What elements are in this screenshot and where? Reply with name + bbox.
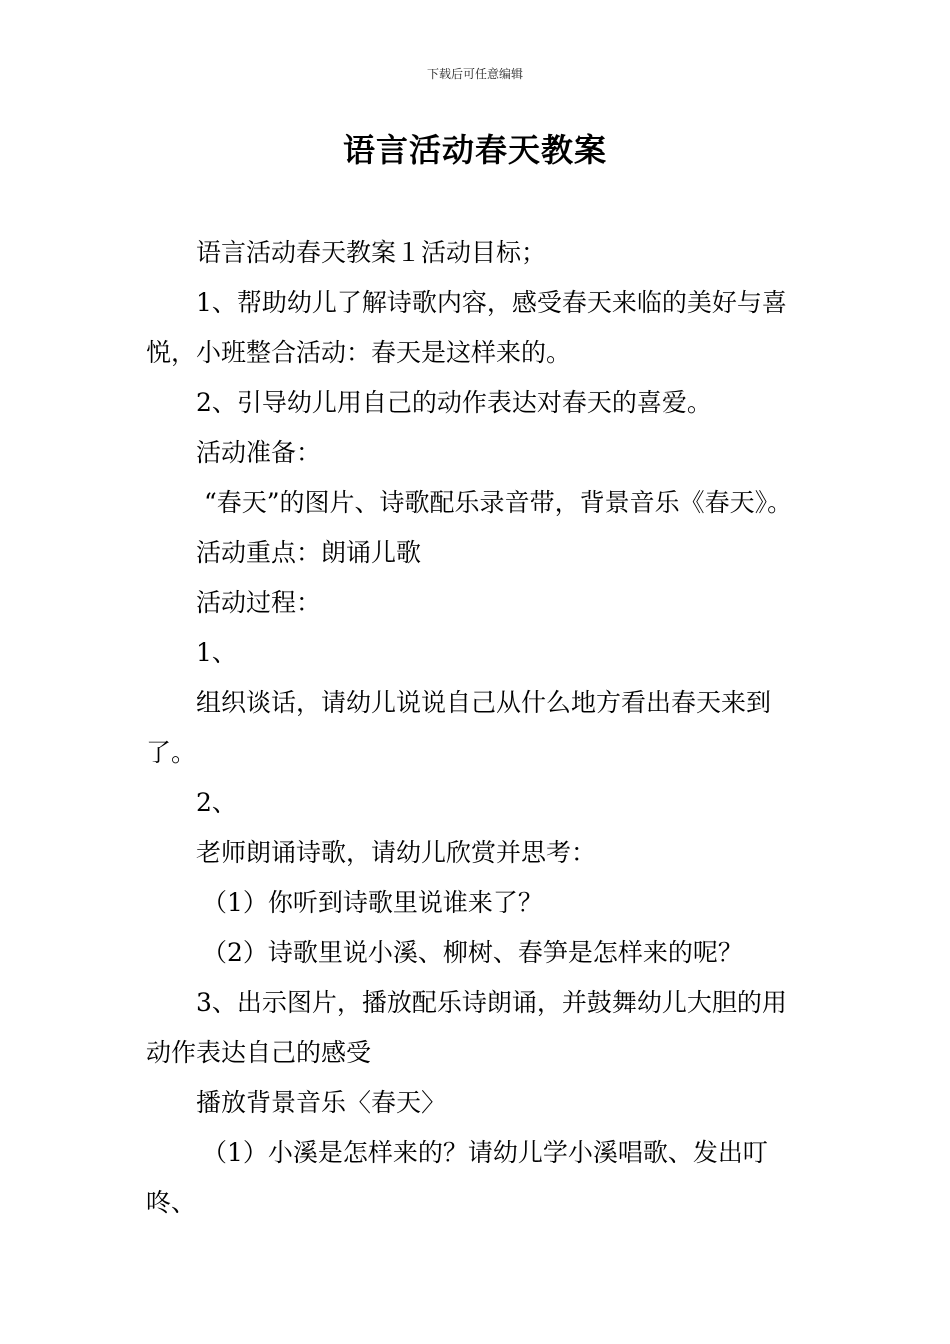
paragraph-objectives: 语言活动春天教案１活动目标； <box>196 238 547 267</box>
paragraph-question-1: （1）你听到诗歌里说谁来了？ <box>202 888 543 917</box>
paragraph-stream-question: （1）小溪是怎样来的？请幼儿学小溪唱歌、发出叮咚、 <box>146 1138 768 1217</box>
paragraph-process-heading: 活动过程： <box>196 588 322 617</box>
paragraph-step-2-number: 2、 <box>196 788 237 817</box>
paragraph-step-1: 组织谈话，请幼儿说说自己从什么地方看出春天来到了。 <box>146 688 772 767</box>
paragraph-goal-1: 1、帮助幼儿了解诗歌内容，感受春天来临的美好与喜悦，小班整合活动：春天是这样来的。 <box>146 288 787 367</box>
paragraph-step-3: 3、出示图片，播放配乐诗朗诵，并鼓舞幼儿大胆的用动作表达自己的感受 <box>146 988 787 1067</box>
paragraph-step-1-number: 1、 <box>196 638 237 667</box>
paragraph-preparation-heading: 活动准备： <box>196 438 322 467</box>
document-title: 语言活动春天教案 <box>342 131 607 169</box>
page-header-note: 下载后可任意编辑 <box>426 67 523 81</box>
paragraph-question-2: （2）诗歌里说小溪、柳树、春笋是怎样来的呢？ <box>202 938 743 967</box>
document-body <box>146 228 811 1228</box>
paragraph-goal-2: 2、引导幼儿用自己的动作表达对春天的喜爱。 <box>196 388 712 417</box>
paragraph-preparation: “春天”的图片、诗歌配乐录音带，背景音乐《春天》。 <box>204 488 793 517</box>
paragraph-key-point: 活动重点：朗诵儿歌 <box>196 538 422 567</box>
paragraph-step-2: 老师朗诵诗歌，请幼儿欣赏并思考： <box>196 838 597 867</box>
paragraph-background-music: 播放背景音乐〈春天〉 <box>196 1088 447 1117</box>
